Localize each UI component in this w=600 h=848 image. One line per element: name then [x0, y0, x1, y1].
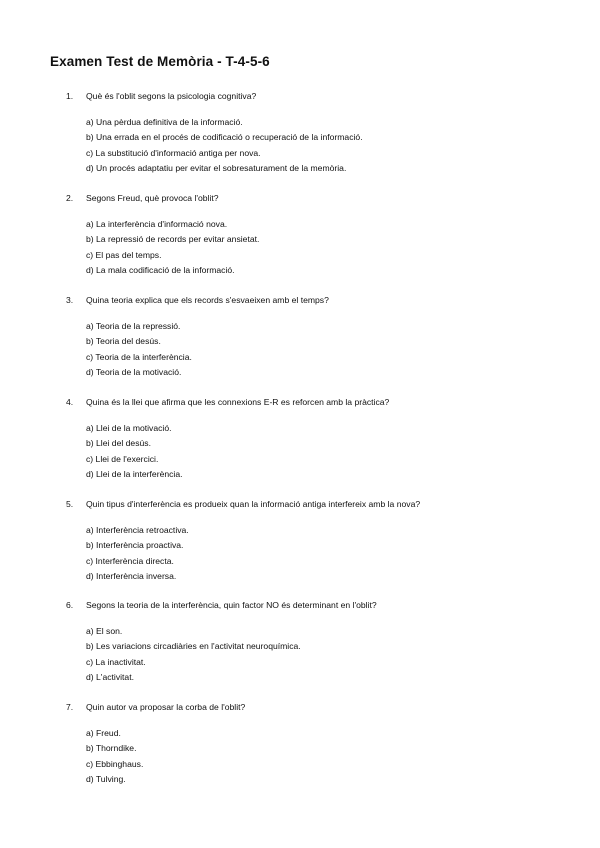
- option-c: c) Ebbinghaus.: [86, 758, 144, 769]
- question-number: 1.: [66, 91, 74, 101]
- option-b: b) Una errada en el procés de codificació o recuperació de la informació.: [86, 132, 363, 143]
- question-text: Segons Freud, què provoca l'oblit?: [86, 193, 219, 203]
- option-a: a) Freud.: [86, 728, 121, 738]
- option-c: c) La substitució d'informació antiga per nova.: [86, 147, 261, 158]
- question-number: 2.: [66, 193, 74, 203]
- option-c: c) Teoria de la interferència.: [86, 351, 192, 362]
- option-b: b) La repressió de records per evitar ansietat.: [86, 234, 260, 245]
- question-1: [66, 90, 576, 176]
- question-7: [66, 701, 576, 787]
- option-a: a) El son.: [86, 626, 123, 636]
- question-number: 4.: [66, 397, 74, 407]
- option-a: a) Teoria de la repressió.: [86, 321, 181, 331]
- question-6: [66, 599, 576, 685]
- question-3: [66, 294, 576, 380]
- option-a: a) La interferència d'informació nova.: [86, 219, 228, 229]
- option-d: d) Teoria de la motivació.: [86, 366, 182, 377]
- option-c: c) La inactivitat.: [86, 656, 146, 667]
- question-number: 3.: [66, 295, 74, 305]
- option-d: d) Tulving.: [86, 773, 126, 784]
- option-d: d) L'activitat.: [86, 671, 134, 682]
- question-number: 6.: [66, 600, 74, 610]
- question-text: Quina és la llei que afirma que les connexions E-R es reforcen amb la pràctica?: [86, 397, 390, 407]
- question-text: Quin tipus d'interferència es produeix quan la informació antiga interfereix amb la nova?: [86, 499, 421, 509]
- document-title: Examen Test de Memòria - T-4-5-6: [50, 54, 270, 69]
- option-d: d) Un procés adaptatiu per evitar el sobresaturament de la memòria.: [86, 162, 347, 173]
- option-a: a) Interferència retroactiva.: [86, 525, 189, 535]
- option-b: b) Llei del desús.: [86, 438, 151, 449]
- option-d: d) La mala codificació de la informació.: [86, 264, 235, 275]
- question-5: [66, 498, 576, 584]
- option-c: c) El pas del temps.: [86, 249, 162, 260]
- option-b: b) Les variacions circadiàries en l'activitat neuroquímica.: [86, 641, 301, 652]
- option-c: c) Llei de l'exercici.: [86, 453, 159, 464]
- option-b: b) Thorndike.: [86, 743, 137, 754]
- question-4: [66, 396, 576, 482]
- question-text: Què és l'oblit segons la psicologia cognitiva?: [86, 91, 257, 101]
- question-number: 7.: [66, 702, 74, 712]
- question-text: Segons la teoria de la interferència, quin factor NO és determinant en l'oblit?: [86, 600, 377, 610]
- option-a: a) Llei de la motivació.: [86, 423, 172, 433]
- option-b: b) Interferència proactiva.: [86, 540, 184, 551]
- option-d: d) Interferència inversa.: [86, 570, 177, 581]
- option-d: d) Llei de la interferència.: [86, 468, 183, 479]
- question-2: [66, 192, 576, 278]
- option-b: b) Teoria del desús.: [86, 336, 161, 347]
- question-text: Quina teoria explica que els records s'esvaeixen amb el temps?: [86, 295, 329, 305]
- option-c: c) Interferència directa.: [86, 555, 174, 566]
- question-text: Quin autor va proposar la corba de l'oblit?: [86, 702, 246, 712]
- question-number: 5.: [66, 499, 74, 509]
- option-a: a) Una pèrdua definitiva de la informació.: [86, 117, 243, 127]
